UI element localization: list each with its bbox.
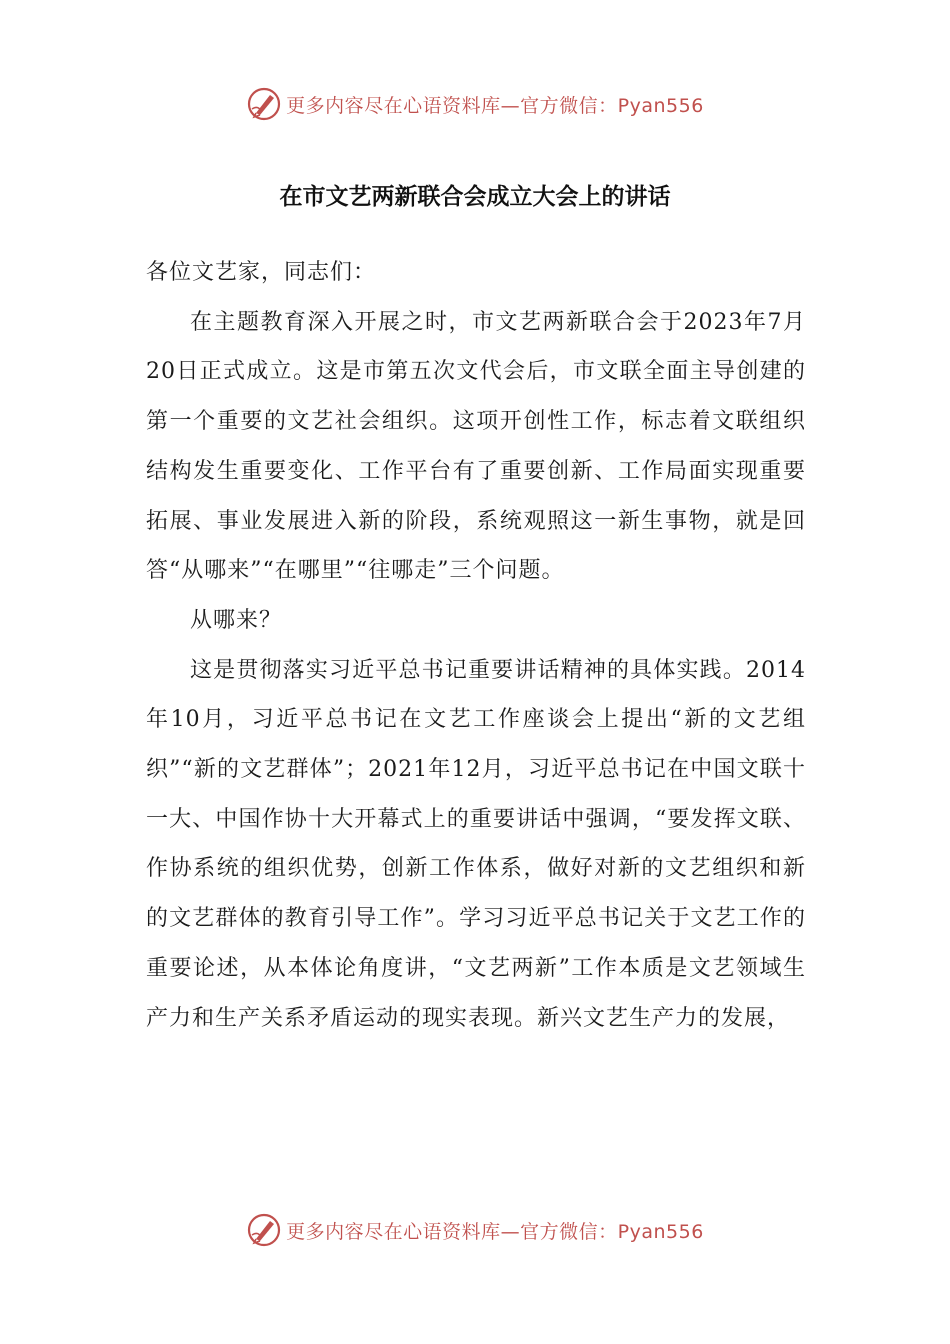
- paragraph-origin: 这是贯彻落实习近平总书记重要讲话精神的具体实践。2014年10月，习近平总书记在文艺工作座谈会上提出“新的文艺组织”“新的文艺群体”；2021年12月，习近平总书记在中国文联十一大、中国作协十大开幕式上的重要讲话中强调，“要发挥文联、作协系统的组织优势，创新工作体系，做好对新的文艺组织和新的文艺群体的教育引导工作”。学习习近平总书记关于文艺工作的重要论述，从本体论角度讲，“文艺两新”工作本质是文艺领域生产力和生产关系矛盾运动的现实表现。新兴文艺生产力的发展，: [146, 657, 806, 1031]
- watermark-text: 更多内容尽在心语资料库—官方微信：Pyan556: [286, 1220, 704, 1243]
- document-body: [146, 248, 806, 1043]
- document-title: 在市文艺两新联合会成立大会上的讲话: [279, 184, 671, 210]
- header-watermark: [0, 84, 950, 124]
- salutation: 各位文艺家，同志们：: [146, 260, 377, 285]
- watermark-text: 更多内容尽在心语资料库—官方微信：Pyan556: [286, 94, 704, 117]
- pen-nib-logo-icon: [246, 1212, 282, 1248]
- paragraph-intro: 在主题教育深入开展之时，市文艺两新联合会于2023年7月20日正式成立。这是市第五次文代会后，市文联全面主导创建的第一个重要的文艺社会组织。这项开创性工作，标志着文联组织结构发生重要变化、工作平台有了重要创新、工作局面实现重要拓展、事业发展进入新的阶段，系统观照这一新生事物，就是回答“从哪来”“在哪里”“往哪走”三个问题。: [146, 309, 806, 584]
- section-heading-origin: 从哪来？: [190, 607, 283, 633]
- footer-watermark: [0, 1210, 950, 1250]
- pen-nib-logo-icon: [246, 86, 282, 122]
